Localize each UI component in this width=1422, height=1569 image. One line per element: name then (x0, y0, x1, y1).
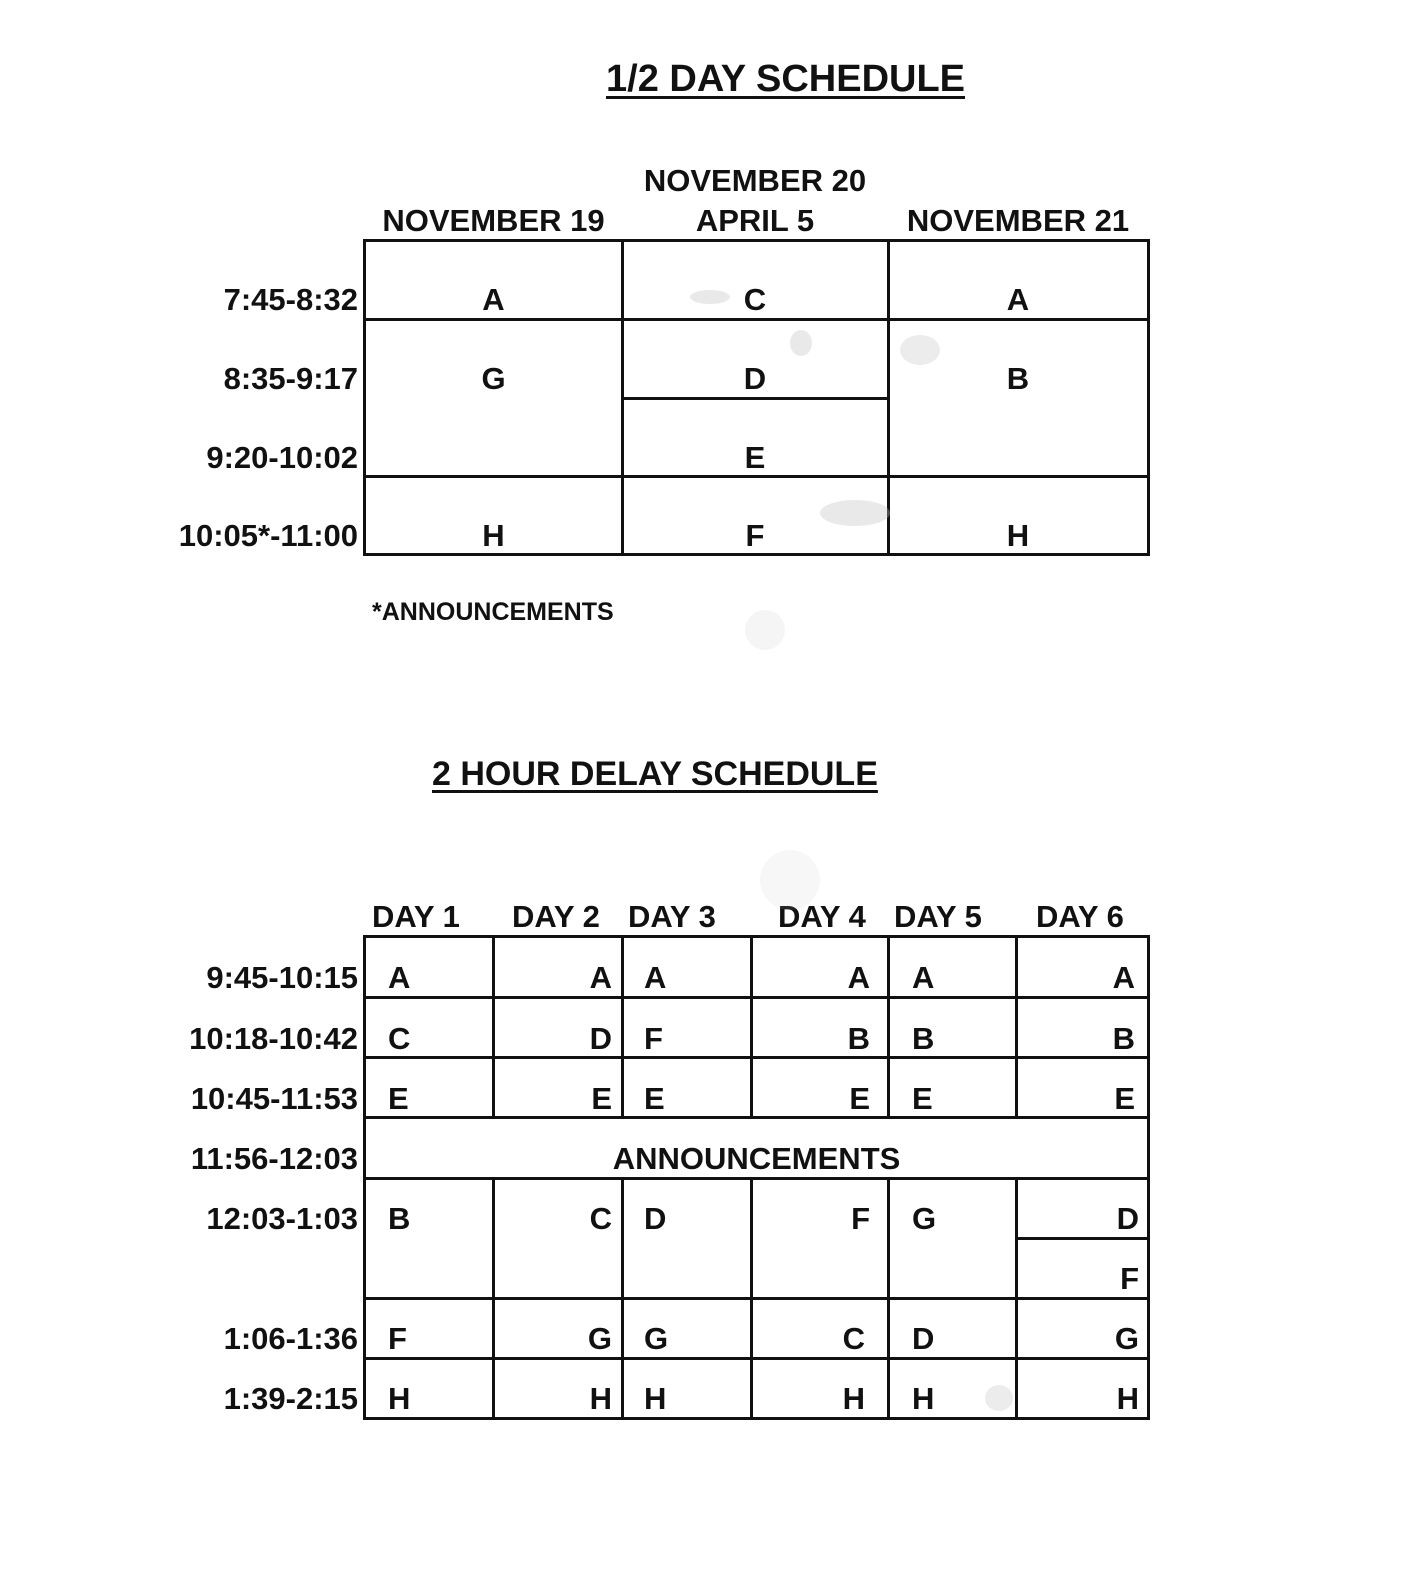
half-day-footnote: *ANNOUNCEMENTS (372, 598, 614, 626)
half-day-time-3: 9:20-10:02 (206, 440, 358, 475)
delay-cell-r1-day5: A (912, 960, 935, 995)
delay-time-7: 1:39-2:15 (223, 1381, 358, 1416)
delay-cell-r6-day4: C (842, 1321, 865, 1356)
delay-cell-r3-day1: E (388, 1081, 409, 1116)
delay-cell-r5-day1: B (388, 1201, 411, 1236)
half-day-time-1: 7:45-8:32 (223, 282, 358, 317)
delay-cell-r1-day6: A (1112, 960, 1135, 995)
delay-cell-r7-day6: H (1116, 1381, 1139, 1416)
delay-cell-r5-day4: F (851, 1201, 870, 1236)
delay-cell-r5-day6-bottom: F (1120, 1261, 1139, 1296)
delay-cell-r2-day6: B (1112, 1021, 1135, 1056)
half-day-header-apr5: APRIL 5 (695, 203, 815, 238)
delay-cell-r1-day2: A (589, 960, 612, 995)
delay-cell-r3-day4: E (849, 1081, 870, 1116)
half-day-cell-nov21-p2: B (1006, 361, 1030, 396)
delay-time-6: 1:06-1:36 (223, 1321, 358, 1356)
delay-cell-r2-day2: D (589, 1021, 612, 1056)
delay-cell-r7-day1: H (388, 1381, 411, 1416)
delay-time-5: 12:03-1:03 (206, 1201, 358, 1236)
half-day-cell-nov19-p1: A (482, 282, 505, 317)
half-day-header-nov21: NOVEMBER 21 (906, 203, 1130, 238)
delay-cell-r2-day4: B (847, 1021, 870, 1056)
half-day-cell-nov21-p4: H (1006, 518, 1030, 553)
half-day-cell-nov21-p1: A (1006, 282, 1030, 317)
delay-cell-r6-day6: G (1114, 1321, 1139, 1356)
delay-cell-r2-day3: F (644, 1021, 663, 1056)
delay-cell-r2-day1: C (388, 1021, 411, 1056)
delay-header-day3: DAY 3 (628, 899, 716, 934)
half-day-header-nov19: NOVEMBER 19 (382, 203, 605, 238)
delay-cell-r5-day3: D (644, 1201, 667, 1236)
delay-cell-r7-day4: H (842, 1381, 865, 1416)
half-day-cell-nov20-p1: C (743, 282, 767, 317)
delay-cell-r6-day3: G (644, 1321, 669, 1356)
delay-cell-r2-day5: B (912, 1021, 935, 1056)
delay-cell-r3-day6: E (1114, 1081, 1135, 1116)
delay-title: 2 HOUR DELAY SCHEDULE (432, 755, 878, 793)
delay-header-day6: DAY 6 (1036, 899, 1124, 934)
delay-cell-r6-day5: D (912, 1321, 935, 1356)
delay-header-day4: DAY 4 (778, 899, 866, 934)
half-day-cell-nov19-p4: H (482, 518, 505, 553)
delay-header-day5: DAY 5 (894, 899, 982, 934)
delay-cell-r3-day5: E (912, 1081, 933, 1116)
delay-cell-r6-day1: F (388, 1321, 407, 1356)
delay-time-3: 10:45-11:53 (190, 1081, 358, 1116)
half-day-cell-nov20-p3: E (744, 440, 766, 475)
delay-cell-r7-day3: H (644, 1381, 667, 1416)
delay-header-day1: DAY 1 (372, 899, 460, 934)
delay-cell-r1-day1: A (388, 960, 411, 995)
half-day-header-nov20: NOVEMBER 20 (643, 163, 867, 198)
delay-cell-r3-day3: E (644, 1081, 665, 1116)
half-day-time-4: 10:05*-11:00 (178, 518, 358, 553)
delay-cell-r7-day5: H (912, 1381, 935, 1416)
half-day-time-2: 8:35-9:17 (223, 361, 358, 396)
delay-cell-r7-day2: H (589, 1381, 612, 1416)
delay-time-2: 10:18-10:42 (189, 1021, 358, 1056)
delay-time-1: 9:45-10:15 (206, 960, 358, 995)
delay-cell-r5-day6-top: D (1116, 1201, 1139, 1236)
delay-cell-r6-day2: G (587, 1321, 612, 1356)
delay-time-4: 11:56-12:03 (190, 1141, 358, 1176)
delay-announcements: ANNOUNCEMENTS (612, 1141, 901, 1176)
delay-cell-r1-day3: A (644, 960, 667, 995)
delay-cell-r5-day2: C (589, 1201, 612, 1236)
delay-header-day2: DAY 2 (512, 899, 600, 934)
delay-cell-r5-day5: G (912, 1201, 937, 1236)
delay-cell-r1-day4: A (847, 960, 870, 995)
half-day-cell-nov20-p4: F (745, 518, 765, 553)
half-day-cell-nov20-p2: D (743, 361, 767, 396)
delay-cell-r3-day2: E (591, 1081, 612, 1116)
half-day-cell-nov19-p2: G (481, 361, 506, 396)
half-day-title: 1/2 DAY SCHEDULE (606, 58, 966, 100)
